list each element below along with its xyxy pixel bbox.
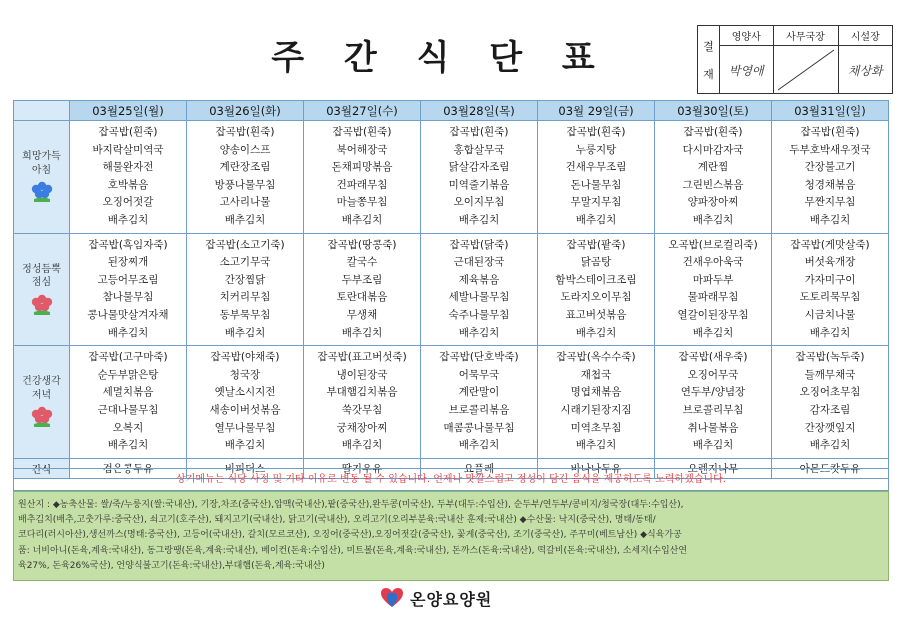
menu-item: 배추김치 <box>692 213 734 226</box>
menu-item: 잡곡밥(흰죽) <box>683 126 743 138</box>
flower-icon <box>28 294 56 316</box>
menu-item: 오징어무국 <box>687 368 739 381</box>
menu-cell <box>304 121 421 234</box>
menu-item: 세멸치볶음 <box>102 386 154 399</box>
meal-row <box>14 346 889 459</box>
menu-item: 배추김치 <box>341 439 383 452</box>
approval-slash-mark <box>774 46 838 94</box>
menu-item: 배추김치 <box>809 213 851 226</box>
menu-item: 오곡밥(브로컬리죽) <box>668 238 758 251</box>
menu-item: 잡곡밥(흰죽) <box>332 126 392 138</box>
menu-item: 옛날소시지전 <box>214 386 276 399</box>
day-header: 03월27일(수) <box>304 101 421 121</box>
day-header: 03월31일(일) <box>772 101 889 121</box>
menu-item: 건새우아욱국 <box>682 256 744 269</box>
menu-item: 콩나물맛살겨자채 <box>87 308 169 321</box>
meal-label-text: 희망가득 <box>22 151 61 163</box>
menu-item: 계란장조림 <box>219 161 271 174</box>
menu-item: 배추김치 <box>575 213 617 226</box>
menu-item: 닭살감자조림 <box>448 161 510 174</box>
menu-item: 돈채피망볶음 <box>331 161 393 174</box>
menu-item: 명엽채볶음 <box>570 386 622 399</box>
menu-item: 새송이버섯볶음 <box>209 403 281 416</box>
menu-item: 배추김치 <box>809 439 851 452</box>
menu-item: 매콤콩나물무침 <box>443 421 515 434</box>
menu-item: 양파장아찌 <box>687 196 739 209</box>
menu-cell <box>421 346 538 459</box>
menu-item: 잡곡밥(소고기죽) <box>205 238 285 251</box>
menu-item: 건새우무조림 <box>565 161 627 174</box>
menu-cell <box>655 121 772 234</box>
menu-item: 돈나물무침 <box>570 178 622 191</box>
menu-item: 가자미구이 <box>804 273 856 286</box>
menu-item: 마늘쫑무침 <box>336 196 388 209</box>
menu-item: 함박스테이크조림 <box>555 273 637 286</box>
menu-item: 궁채장아찌 <box>336 421 388 434</box>
menu-item: 호박볶음 <box>107 178 149 191</box>
menu-item: 배추김치 <box>341 213 383 226</box>
menu-cell <box>187 121 304 234</box>
snack-label: 간식 <box>14 458 70 478</box>
menu-item: 잡곡밥(흰죽) <box>449 126 509 138</box>
menu-item: 잡곡밥(표고버섯죽) <box>317 351 407 364</box>
menu-item: 참나물무침 <box>102 291 154 304</box>
menu-cell <box>187 346 304 459</box>
snack-item: 비피더스 <box>187 458 304 478</box>
menu-item: 그린빈스볶음 <box>682 178 744 191</box>
day-header: 03월28일(목) <box>421 101 538 121</box>
menu-item: 북어해장국 <box>336 143 388 156</box>
snack-item: 딸기우유 <box>304 458 421 478</box>
menu-item: 배추김치 <box>341 326 383 339</box>
meal-label <box>14 346 70 459</box>
menu-item: 잡곡밥(야채죽) <box>210 351 280 364</box>
menu-item: 치커리무침 <box>219 291 271 304</box>
org-logo-icon <box>380 587 404 609</box>
menu-item: 물파래무침 <box>687 291 739 304</box>
menu-item: 배추김치 <box>107 326 149 339</box>
menu-cell <box>187 233 304 346</box>
menu-item: 배추김치 <box>224 326 266 339</box>
menu-item: 잡곡밥(흑임자죽) <box>88 238 168 251</box>
menu-item: 무생채 <box>346 308 378 321</box>
approval-box <box>697 25 893 94</box>
snack-item: 바나나두유 <box>538 458 655 478</box>
menu-item: 부대햄김치볶음 <box>326 386 398 399</box>
menu-item: 순두부맑은탕 <box>97 368 159 381</box>
menu-item: 청국장 <box>229 368 261 381</box>
origin-line: 배추김치(배추,고춧가루:중국산), 쇠고기(호주산), 돼지고기(국내산), 닭고기(국내산), 오리고기(오리부분육:국내산 훈제:국내산) ◆수산물: 낙지(중국산), 명태/동태/ <box>18 515 656 526</box>
menu-item: 잡곡밥(팥죽) <box>566 238 626 251</box>
origin-line: 품: 너비아니(돈육,계육:국내산), 동그랑땡(돈육,계육:국내산), 베이컨(돈육:수입산), 미트볼(돈육,계육:국내산), 돈까스(돈육:국내산), 떡갈비(돈육:국내산), 소세지(수입산연 <box>18 545 688 556</box>
menu-item: 간장불고기 <box>804 161 856 174</box>
menu-item: 홍합살무국 <box>453 143 505 156</box>
menu-item: 취나물볶음 <box>687 421 739 434</box>
menu-item: 바지락살미역국 <box>92 143 164 156</box>
origin-line: 코다리(러시아산),생선까스(명태:중국산), 고등어(국내산), 갈치(모르코산), 오징어(중국산),오징어젓갈(중국산), 꽃게(중국산), 조기(중국산), 주꾸미(베트남산) ◆식육가공 <box>18 530 682 541</box>
meal-label-text: 건강생각 <box>22 376 61 388</box>
approval-role-director: 시설장 <box>839 26 893 46</box>
menu-item: 칼국수 <box>346 256 378 269</box>
menu-item: 시래기된장지짐 <box>560 403 632 416</box>
menu-cell <box>772 121 889 234</box>
approval-label-jae: 재 <box>703 68 714 81</box>
snack-item: 오렌지나무 <box>655 458 772 478</box>
origin-info-box <box>13 491 889 581</box>
menu-item: 잡곡밥(녹두죽) <box>795 351 865 364</box>
meal-label <box>14 121 70 234</box>
menu-item: 배추김치 <box>809 326 851 339</box>
menu-item: 닭곰탕 <box>580 256 612 269</box>
menu-item: 어묵무국 <box>458 368 500 381</box>
menu-item: 감자조림 <box>809 403 851 416</box>
menu-item: 간장깻잎지 <box>804 421 856 434</box>
menu-item: 잡곡밥(단호박죽) <box>439 351 519 364</box>
menu-item: 잡곡밥(게맛살죽) <box>790 238 870 251</box>
menu-item: 고사리나물 <box>219 196 271 209</box>
meal-label-text: 점심 <box>31 277 52 289</box>
header-corner <box>14 101 70 121</box>
menu-item: 표고버섯볶음 <box>565 308 627 321</box>
menu-item: 배추김치 <box>692 326 734 339</box>
origin-line: 육27%, 돈육26%국산), 언양식불고기(돈육:국내산),부대햄(돈육,계육:국내산) <box>18 560 325 571</box>
day-header: 03월26일(화) <box>187 101 304 121</box>
menu-item: 숙주나물무침 <box>448 308 510 321</box>
menu-item: 시금치나물 <box>804 308 856 321</box>
menu-item: 오징어초무침 <box>799 386 861 399</box>
menu-item: 배추김치 <box>458 439 500 452</box>
menu-item: 배추김치 <box>692 439 734 452</box>
snack-item: 검은콩두유 <box>70 458 187 478</box>
menu-cell <box>538 121 655 234</box>
menu-item: 배추김치 <box>107 213 149 226</box>
menu-item: 쑥갓무침 <box>341 403 383 416</box>
menu-item: 계란찜 <box>697 161 729 174</box>
meal-label-text: 정성듬뿍 <box>22 263 61 275</box>
menu-item: 브로콜리무침 <box>682 403 744 416</box>
menu-item: 열갈이된장무침 <box>677 308 749 321</box>
menu-item: 양송이스프 <box>219 143 271 156</box>
menu-item: 방풍나물무침 <box>214 178 276 191</box>
menu-cell <box>70 121 187 234</box>
menu-cell <box>538 346 655 459</box>
menu-item: 오이지무침 <box>453 196 505 209</box>
snack-item: 요플레 <box>421 458 538 478</box>
menu-item: 잡곡밥(흰죽) <box>800 126 860 138</box>
page-title: 주 간 식 단 표 <box>271 38 609 78</box>
menu-cell <box>421 233 538 346</box>
menu-item: 두부조림 <box>341 273 383 286</box>
flower-icon <box>28 406 56 428</box>
menu-item: 도토리묵무침 <box>799 291 861 304</box>
menu-item: 청경채볶음 <box>804 178 856 191</box>
menu-item: 고등어무조림 <box>97 273 159 286</box>
menu-item: 연두부/양념장 <box>680 386 746 399</box>
menu-item: 배추김치 <box>575 326 617 339</box>
menu-cell <box>304 233 421 346</box>
meal-label-text: 저녁 <box>31 389 52 401</box>
menu-item: 동부묵무침 <box>219 308 271 321</box>
menu-item: 잡곡밥(새우죽) <box>678 351 748 364</box>
menu-item: 잡곡밥(닭죽) <box>449 238 509 251</box>
menu-item: 도라지오이무침 <box>560 291 632 304</box>
menu-item: 미역줄기볶음 <box>448 178 510 191</box>
menu-item: 배추김치 <box>458 213 500 226</box>
menu-item: 제육볶음 <box>458 273 500 286</box>
day-header: 03월 29일(금) <box>538 101 655 121</box>
menu-item: 세발나물무침 <box>448 291 510 304</box>
menu-item: 버섯육개장 <box>804 256 856 269</box>
day-header-row <box>14 101 889 121</box>
menu-item: 무말지무침 <box>570 196 622 209</box>
menu-item: 잡곡밥(옥수수죽) <box>556 351 636 364</box>
weekly-menu-table <box>13 100 889 479</box>
meal-row <box>14 233 889 346</box>
menu-item: 오징어젓갈 <box>102 196 154 209</box>
menu-change-notice: 상기메뉴는 식당 사정 및 기타 이유로 변동 될 수 있습니다. 언제나 맛깔스럽고 정성이 담긴 음식을 제공하도록 노력하겠습니다. <box>13 468 889 491</box>
snack-item: 아몬드캇두유 <box>772 458 889 478</box>
menu-item: 배추김치 <box>224 439 266 452</box>
menu-item: 무짠지무침 <box>804 196 856 209</box>
meal-label-text: 아침 <box>31 164 52 176</box>
menu-item: 누룽지탕 <box>575 143 617 156</box>
menu-cell <box>655 233 772 346</box>
menu-item: 열무나물무침 <box>214 421 276 434</box>
menu-item: 잡곡밥(고구마죽) <box>88 351 168 364</box>
menu-item: 잡곡밥(땅콩죽) <box>327 238 397 251</box>
menu-item: 잡곡밥(흰죽) <box>98 126 158 138</box>
menu-cell <box>421 121 538 234</box>
approval-label <box>698 26 720 94</box>
approval-role-dietitian: 영양사 <box>720 26 774 46</box>
menu-cell <box>70 233 187 346</box>
menu-item: 건파래무침 <box>336 178 388 191</box>
approval-signature-office-manager <box>774 46 839 94</box>
menu-item: 잡곡밥(흰죽) <box>566 126 626 138</box>
menu-cell <box>772 233 889 346</box>
menu-item: 미역초무침 <box>570 421 622 434</box>
menu-item: 토란대볶음 <box>336 291 388 304</box>
menu-item: 마파두부 <box>692 273 734 286</box>
menu-item: 브로콜리볶음 <box>448 403 510 416</box>
menu-item: 두부호박새우젓국 <box>789 143 871 156</box>
meal-label <box>14 233 70 346</box>
menu-item: 간장찜닭 <box>224 273 266 286</box>
menu-item: 재첩국 <box>580 368 612 381</box>
menu-item: 들깨무채국 <box>804 368 856 381</box>
origin-line: 원산지 : ◆농축산물: 쌀/죽/누룽지(쌀:국내산), 기장,차조(중국산),압맥(국내산),팥(중국산),완두콩(미국산), 두부(대두:수입산), 순두부/연두부/콩비지/청국장(대두:수입산), <box>18 500 684 510</box>
menu-cell <box>70 346 187 459</box>
menu-item: 배추김치 <box>458 326 500 339</box>
menu-item: 냉이된장국 <box>336 368 388 381</box>
menu-item: 소고기무국 <box>219 256 271 269</box>
approval-signature-director: 채상화 <box>847 63 883 78</box>
menu-item: 근대나물무침 <box>97 403 159 416</box>
menu-item: 계란말이 <box>458 386 500 399</box>
menu-item: 된장찌개 <box>107 256 149 269</box>
menu-item: 배추김치 <box>575 439 617 452</box>
menu-item: 다시마감자국 <box>682 143 744 156</box>
menu-cell <box>538 233 655 346</box>
menu-item: 근대된장국 <box>453 256 505 269</box>
flower-icon <box>28 181 56 203</box>
footer <box>380 586 492 610</box>
day-header: 03월25일(월) <box>70 101 187 121</box>
menu-item: 배추김치 <box>107 439 149 452</box>
menu-cell <box>304 346 421 459</box>
menu-item: 잡곡밥(흰죽) <box>215 126 275 138</box>
menu-cell <box>655 346 772 459</box>
day-header: 03월30일(토) <box>655 101 772 121</box>
menu-item: 배추김치 <box>224 213 266 226</box>
org-name: 온양요양원 <box>410 589 493 609</box>
menu-cell <box>772 346 889 459</box>
meal-row <box>14 121 889 234</box>
menu-item: 오복지 <box>112 421 144 434</box>
approval-signature-dietitian: 박영애 <box>720 46 774 94</box>
approval-role-office-manager: 사무국장 <box>774 26 839 46</box>
menu-item: 해물완자전 <box>102 161 154 174</box>
approval-label-gyeol: 결 <box>703 40 714 53</box>
